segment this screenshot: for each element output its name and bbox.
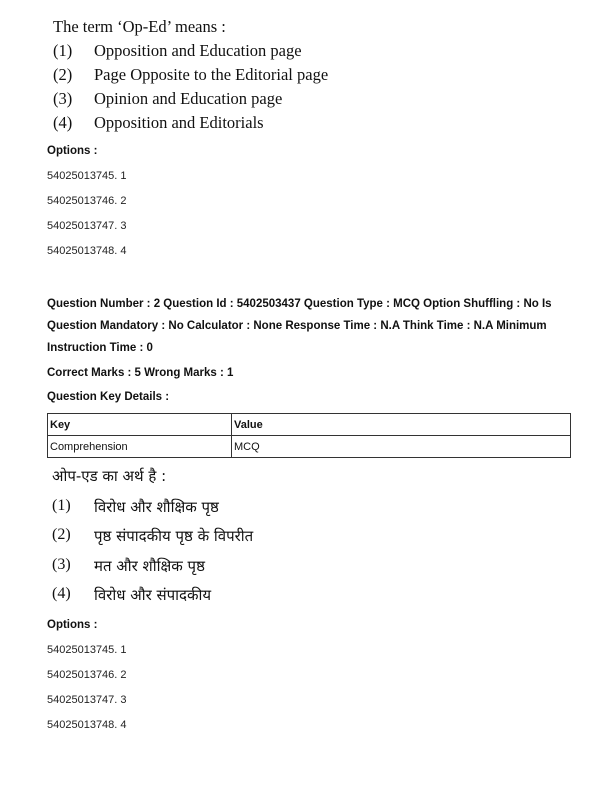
option-id: 54025013746. 2	[47, 669, 127, 681]
table-header-row	[48, 414, 571, 436]
option-id: 54025013747. 3	[47, 694, 127, 706]
options-label: Options :	[47, 145, 98, 157]
option-number: (1)	[53, 41, 73, 60]
option-number: (3)	[52, 556, 71, 573]
option-text: Opposition and Editorials	[94, 113, 264, 132]
option-text: Opposition and Education page	[94, 41, 302, 60]
option-text: विरोध और संपादकीय	[94, 586, 212, 604]
key-value-table	[47, 413, 571, 458]
hindi-option-2	[52, 526, 253, 546]
option-id: 54025013747. 3	[47, 220, 127, 232]
options-label: Options :	[47, 619, 98, 631]
value-cell: MCQ	[232, 436, 571, 458]
option-text: Page Opposite to the Editorial page	[94, 65, 329, 84]
option-text: पृष्ठ संपादकीय पृष्ठ के विपरीत	[94, 527, 254, 545]
hindi-option-3	[52, 556, 205, 576]
option-text: विरोध और शौक्षिक पृष्ठ	[94, 498, 219, 516]
option-id: 54025013748. 4	[47, 245, 127, 257]
header-value-cell: Value	[232, 414, 571, 436]
option-text: Opinion and Education page	[94, 89, 283, 108]
question-meta-line-3: Instruction Time : 0	[47, 342, 153, 354]
hindi-option-1	[52, 497, 219, 517]
option-id: 54025013745. 1	[47, 644, 127, 656]
option-number: (2)	[53, 65, 73, 84]
key-cell: Comprehension	[48, 436, 232, 458]
hindi-option-4	[52, 585, 211, 605]
question-option-4	[53, 113, 264, 133]
key-details-label: Question Key Details :	[47, 391, 170, 403]
question-stem-hindi: ओप-एड का अर्थ है :	[52, 467, 167, 485]
question-option-2	[53, 65, 328, 85]
option-id: 54025013748. 4	[47, 719, 127, 731]
question-stem: The term ‘Op-Ed’ means :	[53, 17, 226, 36]
option-number: (1)	[52, 497, 71, 514]
question-meta-line-1: Question Number : 2 Question Id : 5402503437 Question Type : MCQ Option Shuffling : No Is	[47, 298, 552, 310]
question-option-1	[53, 41, 302, 61]
table-row	[48, 436, 571, 458]
option-number: (3)	[53, 89, 73, 108]
option-id: 54025013745. 1	[47, 170, 127, 182]
option-number: (4)	[53, 113, 73, 132]
option-number: (4)	[52, 585, 71, 602]
question-option-3	[53, 89, 282, 109]
option-id: 54025013746. 2	[47, 195, 127, 207]
option-number: (2)	[52, 526, 71, 543]
header-key-cell: Key	[48, 414, 232, 436]
marks-line: Correct Marks : 5 Wrong Marks : 1	[47, 367, 234, 379]
question-meta-line-2: Question Mandatory : No Calculator : None Response Time : N.A Think Time : N.A Minimum	[47, 320, 547, 332]
option-text: मत और शौक्षिक पृष्ठ	[94, 557, 205, 575]
